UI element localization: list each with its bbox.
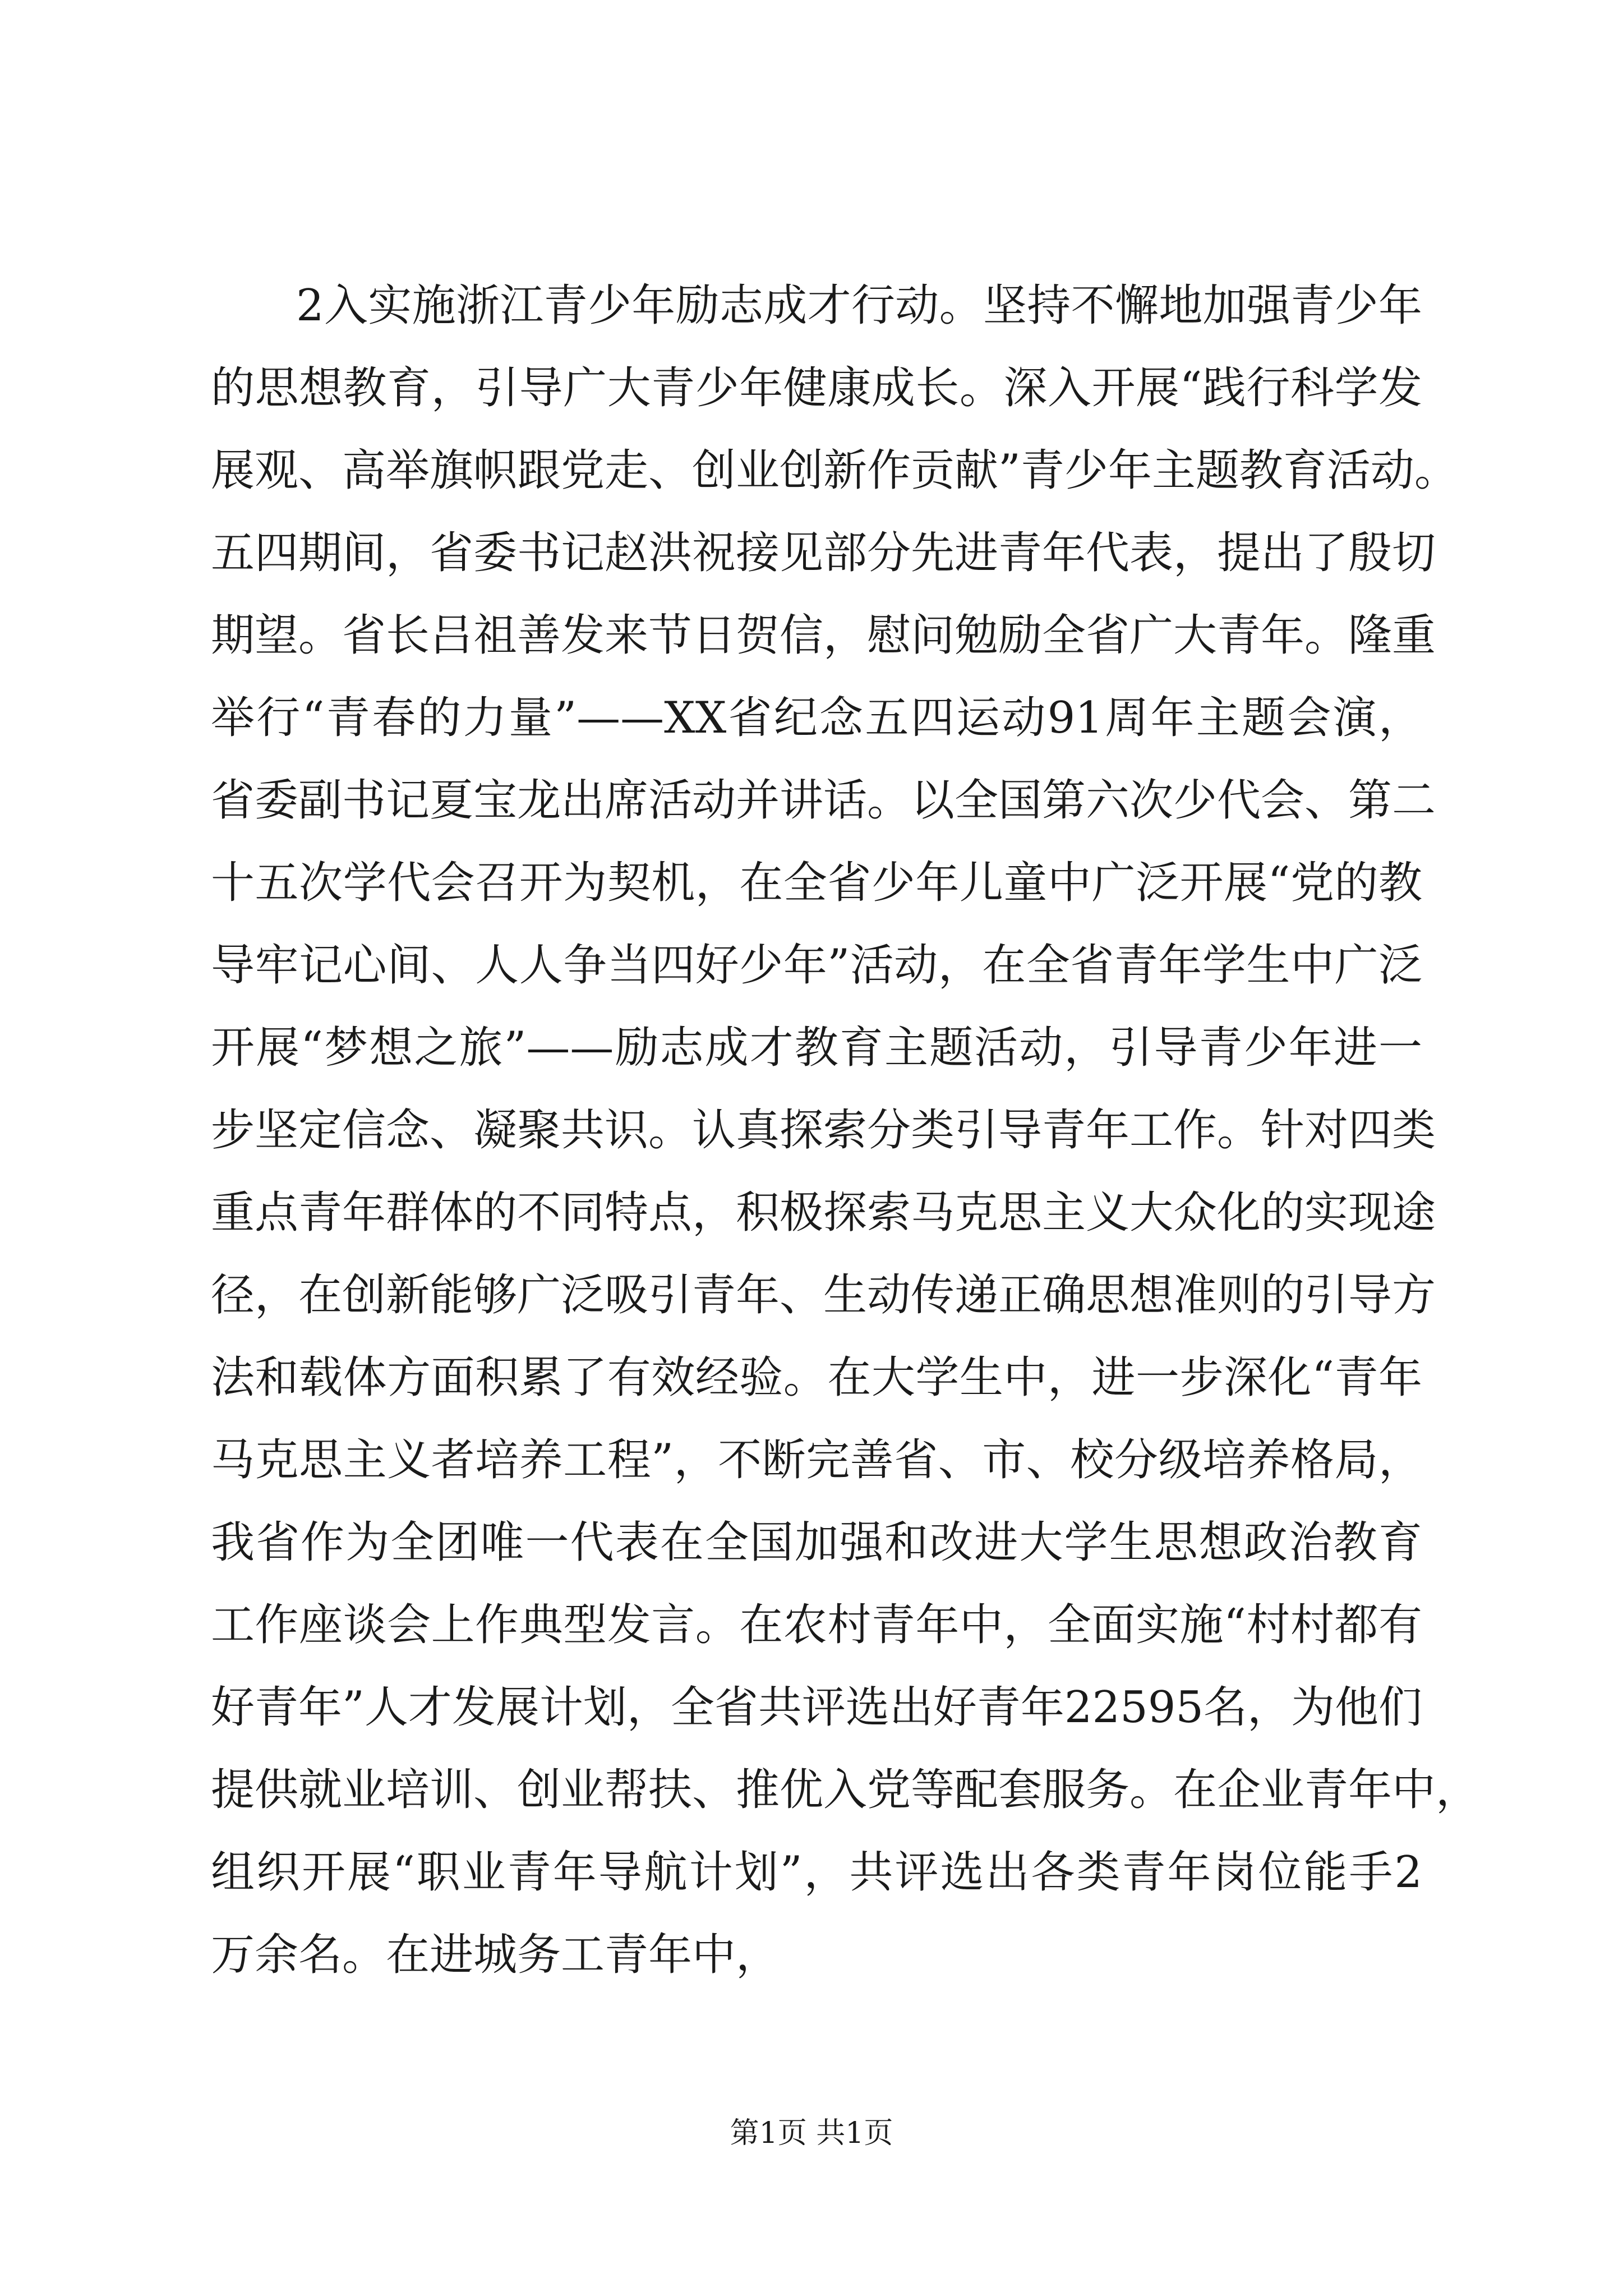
text-line: 重点青年群体的不同特点，积极探索马克思主义大众化的实现途	[211, 1188, 1436, 1238]
body-paragraph	[211, 265, 1480, 1996]
text-line: 十五次学代会召开为契机，在全省少年儿童中广泛开展“党的教	[211, 858, 1422, 908]
text-line: 五四期间，省委书记赵洪祝接见部分先进青年代表，提出了殷切	[211, 528, 1436, 578]
text-line: 万余名。在进城务工青年中，	[211, 1930, 780, 1980]
text-line: 马克思主义者培养工程”，不断完善省、市、校分级培养格局，	[211, 1435, 1422, 1485]
text-line: 2入实施浙江青少年励志成才行动。坚持不懈地加强青少年	[296, 280, 1422, 331]
text-line: 的思想教育，引导广大青少年健康成长。深入开展“践行科学发	[211, 363, 1422, 413]
text-line: 省委副书记夏宝龙出席活动并讲话。以全国第六次少代会、第二	[211, 775, 1436, 826]
text-line: 导牢记心间、人人争当四好少年”活动，在全省青年学生中广泛	[211, 940, 1422, 991]
text-line: 径，在创新能够广泛吸引青年、生动传递正确思想准则的引导方	[211, 1270, 1436, 1320]
text-line: 我省作为全团唯一代表在全国加强和改进大学生思想政治教育	[211, 1517, 1422, 1568]
text-line: 展观、高举旗帜跟党走、创业创新作贡献”青少年主题教育活动。	[211, 445, 1458, 496]
text-line: 工作座谈会上作典型发言。在农村青年中，全面实施“村村都有	[211, 1600, 1422, 1650]
page-number-footer: 第1页 共1页	[730, 2116, 893, 2150]
text-line: 步坚定信念、凝聚共识。认真探索分类引导青年工作。针对四类	[211, 1105, 1436, 1156]
text-line: 提供就业培训、创业帮扶、推优入党等配套服务。在企业青年中，	[211, 1765, 1480, 1815]
text-line: 好青年”人才发展计划，全省共评选出好青年22595名，为他们	[211, 1682, 1423, 1733]
text-line: 举行“青春的力量”——XX省纪念五四运动91周年主题会演，	[211, 693, 1422, 743]
text-line: 开展“梦想之旅”——励志成才教育主题活动，引导青少年进一	[211, 1023, 1422, 1073]
text-line: 期望。省长吕祖善发来节日贺信，慰问勉励全省广大青年。隆重	[211, 610, 1436, 661]
text-line: 组织开展“职业青年导航计划”，共评选出各类青年岗位能手2	[211, 1847, 1422, 1898]
text-line: 法和载体方面积累了有效经验。在大学生中，进一步深化“青年	[211, 1352, 1422, 1403]
